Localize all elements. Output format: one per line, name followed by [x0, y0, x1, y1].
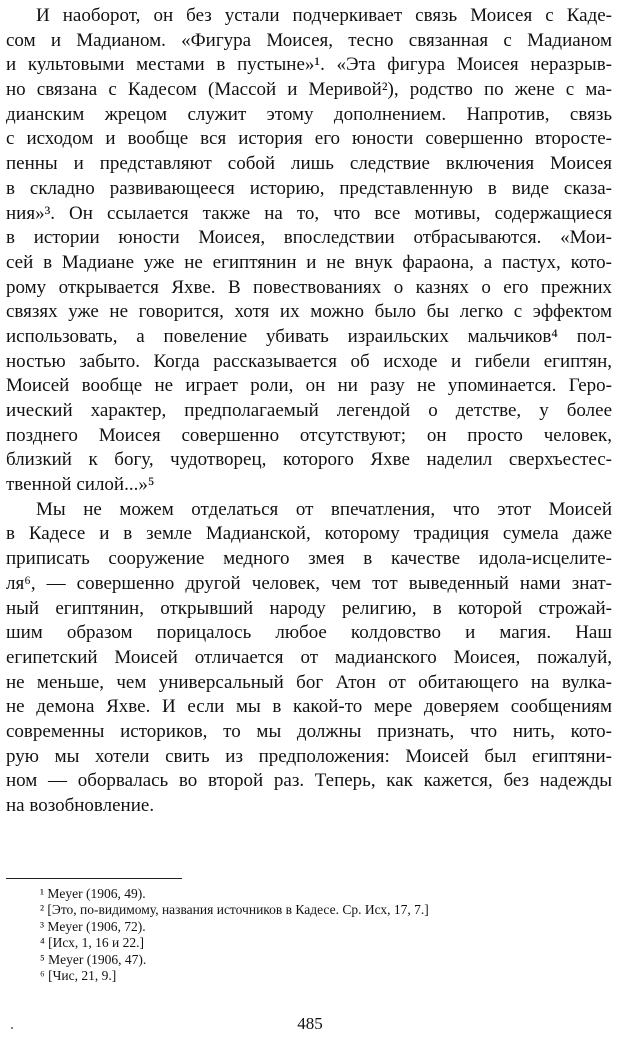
text-line: шим образом порицалось любое колдовство и магия. Наш: [6, 622, 612, 644]
text-line: рому открывается Яхве. В повествованиях о казнях о его прежних: [6, 276, 612, 298]
text-line: ностью забыто. Когда рассказывается об исходе и гибели египтян,: [6, 350, 612, 372]
footnote: ⁵ Meyer (1906, 47).: [40, 951, 147, 967]
text-line: связях уже не говорится, хотя их можно было бы легко с эффектом: [6, 301, 612, 323]
text-line: в складно развивающееся историю, представленную в виде сказа-: [6, 177, 612, 199]
text-line: использовать, а повеление убивать израильских мальчиков⁴ пол-: [6, 325, 612, 347]
footnote: ⁶ [Чис, 21, 9.]: [40, 967, 117, 983]
text-line: в истории юности Моисея, впоследствии отбрасываются. «Мои-: [6, 227, 612, 249]
footnote: ³ Meyer (1906, 72).: [40, 918, 146, 934]
text-line: ный египтянин, открывший народу религию, в которой строжай-: [6, 597, 612, 619]
text-line: но связана с Кадесом (Массой и Меривой²), родство по жене с ма-: [6, 79, 612, 101]
main-text: [6, 4, 612, 819]
text-line: ля⁶, — совершенно другой человек, чем тот выведенный нами знат-: [6, 572, 612, 594]
footnote: ² [Это, по-видимому, названия источников в Кадесе. Ср. Исх, 17, 7.]: [40, 902, 429, 918]
text-line: не демона Яхве. И если мы в какой-то мере доверяем сообщениям: [6, 696, 612, 718]
text-line: Мы не можем отделаться от впечатления, что этот Моисей: [36, 498, 612, 520]
text-line: в Кадесе и в земле Мадианской, которому традиция сумела даже: [6, 523, 612, 545]
text-line: сом и Мадианом. «Фигура Моисея, тесно связанная с Мадианом: [6, 29, 612, 51]
text-line: египетский Моисей отличается от мадианского Моисея, пожалуй,: [6, 646, 612, 668]
text-line: рую мы хотели свить из предположения: Моисей был египтяни-: [6, 745, 612, 767]
text-line: сей в Мадиане уже не египтянин и не внук фараона, а пастух, кото-: [6, 251, 612, 273]
text-line: на возобновление.: [6, 795, 155, 816]
text-line: ном — оборвалась во второй раз. Теперь, как кажется, без надежды: [6, 770, 612, 792]
footnote: ¹ Meyer (1906, 49).: [40, 886, 146, 901]
text-line: и культовыми местами в пустыне»¹. «Эта фигура Моисея неразрыв-: [6, 54, 612, 76]
text-line: близкий к богу, чудотворец, которого Яхве наделил сверхъестес-: [6, 449, 612, 471]
footnotes: [40, 886, 600, 984]
text-line: позднего Моисея совершенно отсутствуют; он просто человек,: [6, 424, 612, 446]
page-number: 485: [297, 1014, 323, 1033]
text-line: пенны и представляют собой лишь следствие включения Моисея: [6, 153, 612, 175]
footnote: ⁴ [Исх, 1, 16 и 22.]: [40, 935, 144, 951]
text-line: приписать сооружение медного змея в качестве идола-исцелите-: [6, 548, 612, 570]
text-line: Моисей вообще не играет роли, он ни разу не упоминается. Геро-: [6, 375, 612, 397]
text-line: ния»³. Он ссылается также на то, что все мотивы, содержащиеся: [6, 202, 612, 224]
scan-speck: [11, 1027, 13, 1029]
text-line: ический характер, предполагаемый легендой о детстве, у более: [6, 400, 612, 421]
text-line: с исходом и вообще вся история его юности совершенно второсте-: [6, 128, 612, 150]
text-line: твенной силой...»⁵: [6, 474, 155, 496]
text-line: дианским жрецом служит этому дополнением. Напротив, связь: [6, 103, 612, 125]
text-line: И наоборот, он без устали подчеркивает связь Моисея с Каде-: [36, 5, 612, 26]
footnote-divider: [6, 878, 182, 879]
text-line: не меньше, чем универсальный бог Атон от обитающего на вулка-: [6, 671, 612, 693]
text-line: современны историков, то мы должны признать, что нить, кото-: [6, 720, 612, 742]
